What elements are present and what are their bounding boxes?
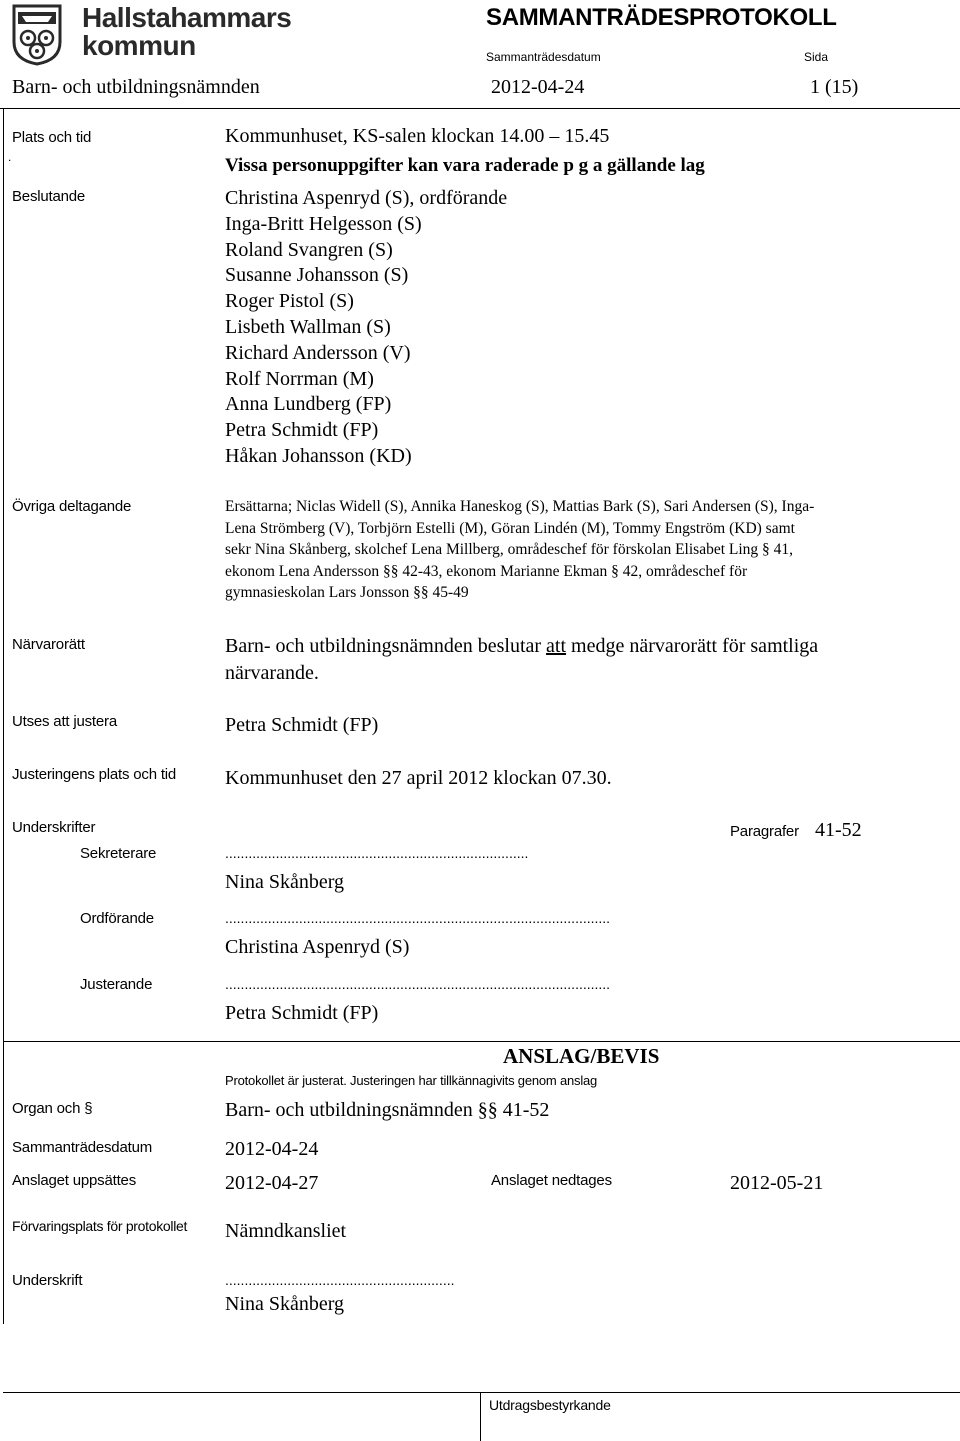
member-item: Rolf Norrman (M) bbox=[225, 367, 374, 390]
chair-signature-line: ................................................................................................... bbox=[225, 910, 611, 926]
member-item: Petra Schmidt (FP) bbox=[225, 419, 379, 442]
place-time-label: Plats och tid bbox=[12, 129, 92, 146]
member-item: Christina Aspenryd (S), ordförande bbox=[225, 187, 508, 209]
underlined-word: att bbox=[546, 635, 567, 657]
certified-extract-label: Utdragsbestyrkande bbox=[489, 1397, 611, 1413]
posted-value: 2012-04-27 bbox=[225, 1172, 319, 1194]
other-participants-text bbox=[225, 496, 955, 604]
notice-date-label: Sammanträdesdatum bbox=[12, 1139, 153, 1156]
presence-right-decision-line2: närvarande. bbox=[225, 662, 319, 684]
member-item: Anna Lundberg (FP) bbox=[225, 393, 392, 416]
adjuster-label: Utses att justera bbox=[12, 713, 117, 730]
secretary-signature-line: .............................................................................. bbox=[225, 845, 529, 861]
removed-label: Anslaget nedtages bbox=[491, 1172, 612, 1189]
member-item: Håkan Johansson (KD) bbox=[225, 444, 412, 467]
removed-value: 2012-05-21 bbox=[730, 1172, 824, 1194]
notice-title: ANSLAG/BEVIS bbox=[503, 1044, 660, 1068]
signature-label: Underskrift bbox=[12, 1272, 83, 1289]
privacy-notice: Vissa personuppgifter kan vara raderade p g a gällande lag bbox=[225, 155, 705, 176]
presence-right-decision: Barn- och utbildningsnämnden beslutar att medge närvarorätt för samtliga bbox=[225, 635, 819, 657]
left-margin-rule bbox=[3, 108, 4, 1324]
logo-text-line2: kommun bbox=[82, 30, 196, 61]
notice-signature-line: ........................................................... bbox=[225, 1272, 455, 1288]
signatures-label: Underskrifter bbox=[12, 819, 96, 836]
adjustment-place-value: Kommunhuset den 27 april 2012 klockan 07.30. bbox=[225, 767, 612, 789]
member-item: Lisbeth Wallman (S) bbox=[225, 315, 391, 338]
chair-name: Christina Aspenryd (S) bbox=[225, 936, 410, 958]
notice-subtitle: Protokollet är justerat. Justeringen har tillkännagivits genom anslag bbox=[225, 1073, 598, 1088]
footer-column-divider bbox=[480, 1392, 481, 1441]
notice-section-divider bbox=[3, 1041, 960, 1042]
notice-signature-name: Nina Skånberg bbox=[225, 1293, 345, 1315]
member-item: Roland Svangren (S) bbox=[225, 238, 393, 261]
secretary-label: Sekreterare bbox=[80, 845, 157, 862]
meeting-date-label: Sammanträdesdatum bbox=[486, 50, 601, 64]
page-label: Sida bbox=[804, 50, 829, 64]
secretary-name: Nina Skånberg bbox=[225, 871, 345, 893]
header-divider bbox=[0, 108, 960, 109]
storage-label: Förvaringsplats för protokollet bbox=[12, 1218, 188, 1234]
organ-label: Organ och § bbox=[12, 1100, 93, 1117]
meeting-date: 2012-04-24 bbox=[491, 76, 585, 98]
other-participants-line: gymnasieskolan Lars Jonsson §§ 45-49 bbox=[225, 584, 469, 601]
place-time-value: Kommunhuset, KS-salen klockan 14.00 – 15.45 bbox=[225, 125, 610, 147]
logo-text-line1: Hallstahammars bbox=[82, 2, 292, 33]
other-participants-label: Övriga deltagande bbox=[12, 498, 132, 515]
member-item: Roger Pistol (S) bbox=[225, 290, 354, 313]
adjuster-name: Petra Schmidt (FP) bbox=[225, 1002, 379, 1024]
member-item: Inga-Britt Helgesson (S) bbox=[225, 212, 422, 235]
other-participants-line: ekonom Lena Andersson §§ 42-43, ekonom Marianne Ekman § 42, områdeschef för bbox=[225, 562, 748, 580]
paragraphs-value: 41-52 bbox=[815, 819, 862, 841]
adjuster-value: Petra Schmidt (FP) bbox=[225, 714, 379, 736]
page-number: 1 (15) bbox=[810, 76, 859, 98]
adjustment-place-label: Justeringens plats och tid bbox=[12, 766, 177, 783]
chair-label: Ordförande bbox=[80, 910, 154, 927]
storage-value: Nämndkansliet bbox=[225, 1220, 347, 1242]
adjuster-signature-label: Justerande bbox=[80, 976, 153, 993]
presence-right-label: Närvarorätt bbox=[12, 636, 85, 653]
paragraphs-label: Paragrafer bbox=[730, 823, 799, 840]
notice-date-value: 2012-04-24 bbox=[225, 1138, 319, 1160]
document-type-title: SAMMANTRÄDESPROTOKOLL bbox=[486, 4, 837, 31]
stray-mark: . bbox=[8, 150, 12, 164]
posted-label: Anslaget uppsättes bbox=[12, 1172, 136, 1189]
member-item: Richard Andersson (V) bbox=[225, 341, 411, 364]
organ-value: Barn- och utbildningsnämnden §§ 41-52 bbox=[225, 1099, 550, 1121]
member-item: Susanne Johansson (S) bbox=[225, 264, 409, 287]
other-participants-line: sekr Nina Skånberg, skolchef Lena Millberg, områdeschef för förskolan Elisabet Ling § 41, bbox=[225, 541, 794, 558]
board-name: Barn- och utbildningsnämnden bbox=[12, 76, 260, 98]
other-participants-line: Lena Strömberg (V), Torbjörn Estelli (M), Göran Lindén (M), Tommy Engström (KD) samt bbox=[225, 519, 795, 537]
adjuster-signature-line: ................................................................................................... bbox=[225, 976, 611, 992]
deciding-members-label: Beslutande bbox=[12, 188, 86, 205]
other-participants-line: Ersättarna; Niclas Widell (S), Annika Haneskog (S), Mattias Bark (S), Sari Andersen (S), Inga- bbox=[225, 498, 815, 515]
deciding-members-list bbox=[225, 186, 507, 470]
municipality-coat-of-arms-logo bbox=[12, 4, 62, 66]
footer-divider bbox=[3, 1392, 960, 1393]
